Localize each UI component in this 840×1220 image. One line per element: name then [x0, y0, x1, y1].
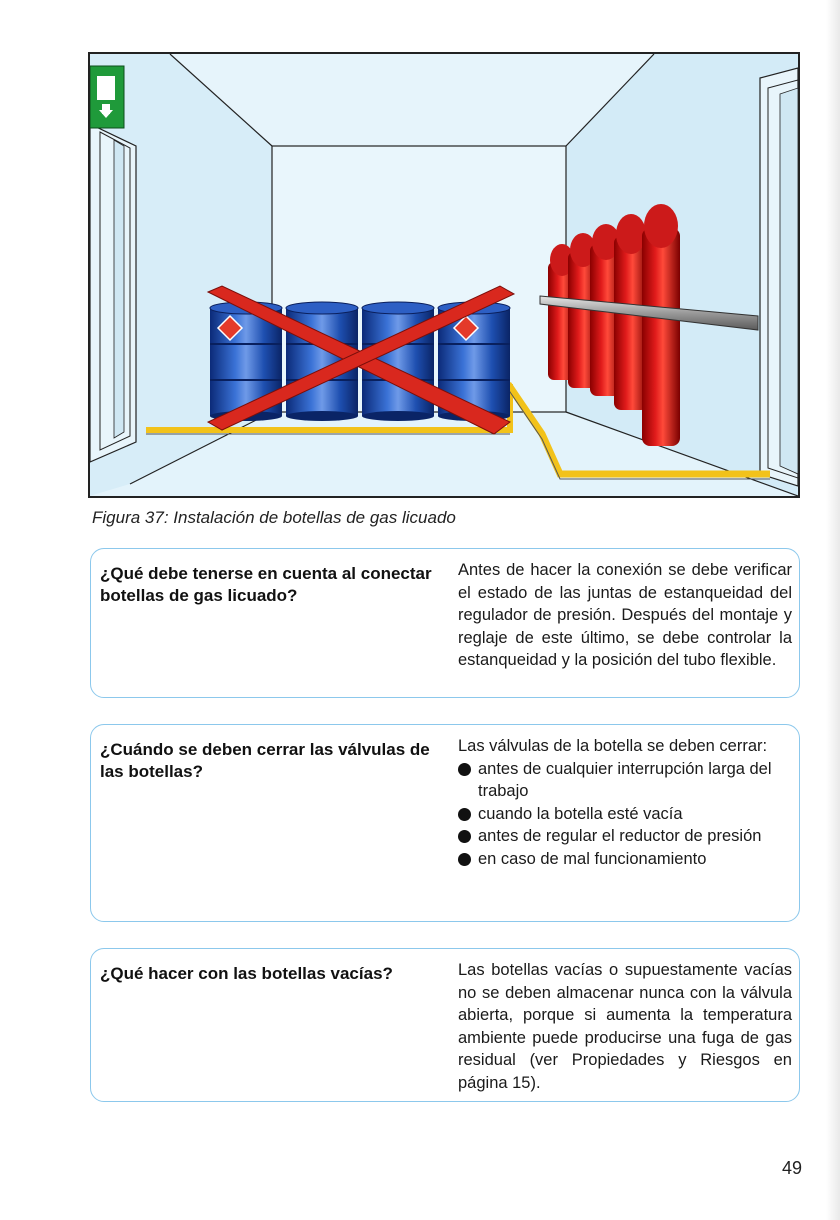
right-door — [760, 68, 798, 486]
bullet-icon — [458, 808, 471, 821]
bullet-icon — [458, 853, 471, 866]
qa-box-connection — [90, 548, 800, 698]
answer-empty-bottles — [458, 959, 792, 1094]
figure-caption: Figura 37: Instalación de botellas de gas licuado — [92, 508, 456, 527]
answer-connection — [458, 559, 792, 672]
page-edge-shadow — [826, 0, 840, 1220]
bullet-icon — [458, 763, 471, 776]
question-valves: ¿Cuándo se deben cerrar las válvulas de las botellas? — [100, 740, 430, 781]
question-empty-bottles: ¿Qué hacer con las botellas vacías? — [100, 964, 393, 983]
list-item: antes de regular el reductor de presión — [458, 825, 792, 848]
answer-valves-list — [458, 758, 792, 871]
qa-box-valves — [90, 724, 800, 922]
list-item: cuando la botella esté vacía — [458, 803, 792, 826]
page-number: 49 — [782, 1158, 803, 1178]
answer-valves-intro: Las válvulas de la botella se deben cerrar: — [458, 737, 768, 755]
figure-37-illustration — [88, 52, 800, 498]
answer-empty-bottles-text: Las botellas vacías o supuestamente vacías no se deben almacenar nunca con la válvula abierta, porque si aumenta la temperatura ambiente puede producirse una fuga de gas residual (ver Propiedades y Riesgos en página 15). — [458, 961, 792, 1092]
answer-valves — [458, 735, 792, 870]
answer-connection-text: Antes de hacer la conexión se debe verificar el estado de las juntas de estanqueidad del regulador de presión. Después del montaje y reglaje de este último, se debe controlar la estanqueidad y la posición del tubo flexible. — [458, 561, 792, 669]
exit-sign-icon — [90, 66, 124, 128]
bullet-icon — [458, 830, 471, 843]
left-door — [90, 124, 136, 462]
list-item: antes de cualquier interrupción larga del trabajo — [458, 758, 792, 803]
question-connection: ¿Qué debe tenerse en cuenta al conectar botellas de gas licuado? — [100, 564, 432, 605]
list-item: en caso de mal funcionamiento — [458, 848, 792, 871]
qa-box-empty-bottles — [90, 948, 800, 1102]
